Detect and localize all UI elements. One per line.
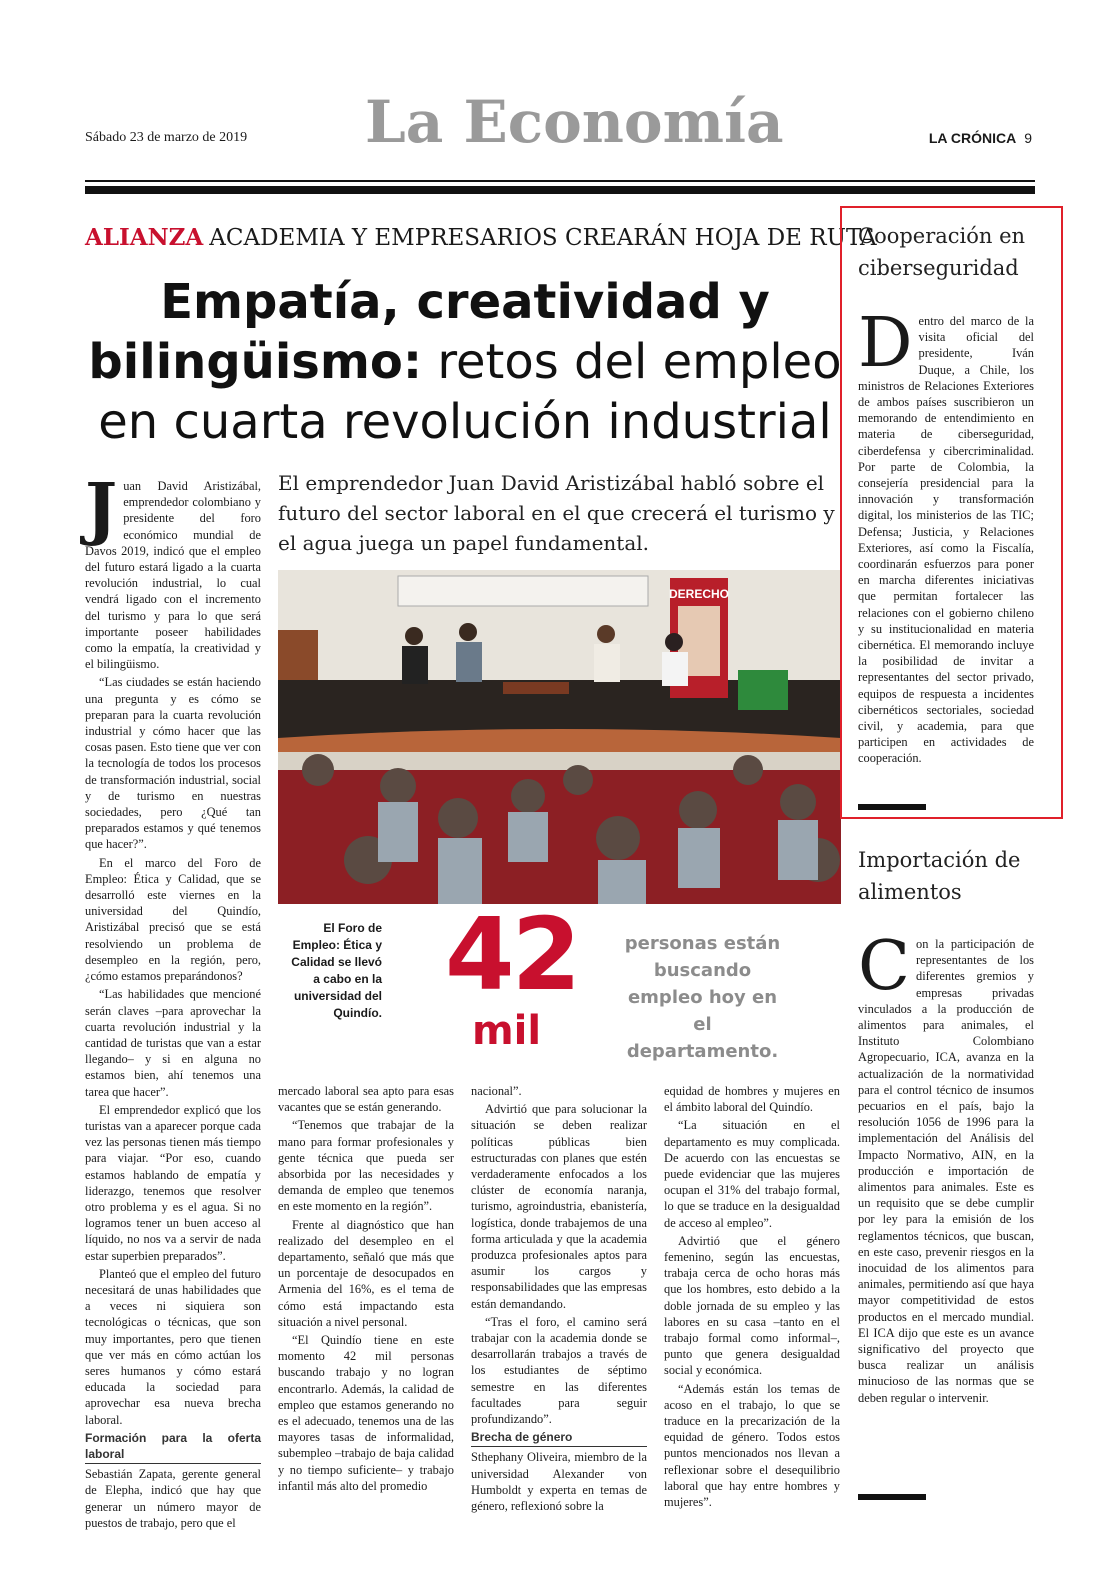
newspaper-label: LA CRÓNICA xyxy=(928,130,1017,146)
subhead-brecha: Brecha de género xyxy=(471,1429,647,1447)
article-column-2 xyxy=(278,1083,454,1496)
sidebar-import-title: Importación de alimentos xyxy=(858,848,1021,904)
col4-paragraph: Advirtió que el género femenino, según las encuestas, trabaja cerca de ocho horas más que los hombres, esto debido a la doble jornada de su empleo y las labores en su casa –tanto en el trabajo formal como informal–, punto que genera desigualdad social y económica. xyxy=(664,1233,840,1378)
stat-description: personas están buscando empleo hoy en el departamento. xyxy=(624,933,781,1062)
section-title: La Economía xyxy=(365,88,784,156)
sidebar-cooperation-dropcap: D xyxy=(858,304,913,383)
col4-paragraph: “Además están los temas de acoso en el trabajo, lo que se traduce en la precarización de la equidad de género. Todos estos puntos mencionados nos llevan a reflexionar sobre el desequilibrio laboral que hay entre hombres y mujeres”. xyxy=(664,1381,840,1510)
sidebar-cooperation-title: Cooperación en ciberseguridad xyxy=(858,224,1026,280)
forum-photo xyxy=(278,570,841,904)
photo-caption: El Foro de Empleo: Ética y Calidad se llevó a cabo en la universidad del Quindío. xyxy=(291,921,382,1020)
article-deck: El emprendedor Juan David Aristizábal habló sobre el futuro del sector laboral en el que crecerá el turismo y el agua juega un papel fundamental. xyxy=(278,471,835,555)
kicker-text: ACADEMIA Y EMPRESARIOS CREARÁN HOJA DE RUTA xyxy=(209,225,877,251)
col4-paragraph: “La situación en el departamento es muy complicada. De acuerdo con las encuestas se puede evidenciar que las mujeres ocupan el 31% del trabajo formal, lo que se traduce en la desigualdad de acceso al empleo”. xyxy=(664,1118,840,1230)
sidebar-import-body: on la participación de representantes de los diferentes gremios y empresas privadas vinculados a la producción de alimentos para animales, el Instituto Colombiano Agropecuario, ICA, avanza en la actualización de la normatividad para el control técnico de insumos pecuarios en el país, bajo la resolución 1056 de 1996 para la implementación del Análisis del Impacto Normativo, AIN, en la producción e importación de alimentos para animales. Este es un requisito que se debe cumplir por ley para la emisión de los reglamentos técnicos, que buscan, en este caso, prevenir riesgos en la inocuidad de los alimentos para animales, permitiendo así que haya mayor competitividad de estos productos en el mercado mundial. El ICA dijo que este es un avance significativo del proyecto que busca realizar un análisis minucioso de las normas que se deben regular o intervenir. xyxy=(858,937,1034,1405)
sidebar-cooperation-body: entro del marco de la visita oficial del presidente, Iván Duque, a Chile, los ministros de Relaciones Exteriores de ambos países suscribieron un memorando de entendimiento en materia de ciberseguridad, ciberdefensa y cibercriminalidad. Por parte de Colombia, la consejería presidencial para la innovación y transformación digital, los ministerios de las TIC; Defensa; Justicia, y Relaciones Exteriores, así como la Fiscalía, coordinarán esfuerzos para poner en marcha diferentes iniciativas que permitan fortalecer las relaciones con el gobierno chileno y su institucionalidad en materia cibernética. El memorando incluye la posibilidad de invitar a representantes del sector privado, equipos de respuesta a incidentes cibernéticos sectoriales, sociedad civil, y academia, para que participen en actividades de cooperación. xyxy=(858,314,1034,766)
article-dropcap: J xyxy=(85,469,118,549)
header-rule xyxy=(85,180,1035,182)
sidebar-import-text xyxy=(858,927,1034,1408)
col1-paragraph: El emprendedor explicó que los turistas van a aparecer porque cada vez las personas tienen más tiempo para viajar. “Por eso, cuando estamos hablando de empatía y liderazgo, tenemos que resolver otro problema y es el agua. Si no logramos tener un buen acceso al líquido, no nos va a servir de nada estar superbien preparados”. xyxy=(85,1102,261,1263)
col3-paragraph: “Tras el foro, el camino será trabajar con la academia donde se desarrollarán trabajos a través de los estudiantes de séptimo semestre en las diferentes facultades para seguir profundizando”. xyxy=(471,1314,647,1427)
col1-paragraph: “Las ciudades se están haciendo una pregunta y es cómo se preparan para la cuarta revolución industrial y cómo hacer que las cosas pasen. Esto tiene que ver con la tecnología de todos los procesos de transformación industrial, social y de turismo en nuestras sociedades, pero ¿Qué tan preparados estamos y qué tenemos que hacer?”. xyxy=(85,675,261,852)
article-headline xyxy=(85,272,845,452)
col1-paragraph: “Las habilidades que mencioné serán claves –para aprovechar la cuarta revolución industrial y la cantidad de turistas que van a estar llegando– y si en alguna no estamos bien, ahí tenemos una tarea que hacer”. xyxy=(85,987,261,1099)
sidebar-end-bar xyxy=(858,1494,926,1500)
newspaper-name xyxy=(929,130,1032,146)
headline-bold: Empatía, creatividad y bilingüismo: xyxy=(88,274,770,390)
kicker-label: ALIANZA xyxy=(85,224,204,251)
article-kicker xyxy=(85,224,877,251)
stat-number: 42 xyxy=(445,896,579,1013)
col3-paragraph: nacional”. xyxy=(471,1084,522,1098)
article-column-4 xyxy=(664,1083,840,1512)
article-column-1 xyxy=(85,469,261,1533)
header-rule-thick xyxy=(85,186,1035,194)
col2-paragraph: mercado laboral sea apto para esas vacantes que se están generando. xyxy=(278,1084,454,1115)
col2-paragraph: “El Quindío tiene en este momento 42 mil personas buscando trabajo y no logran encontrarlo. Además, la calidad de empleo que estamos generando no es el adecuado, tenemos una de las mayores tasas de informalidad, subempleo –trabajo de baja calidad y no tiempo suficiente– y trabajo infantil más alto del promedio xyxy=(278,1333,454,1493)
sidebar-import-dropcap: C xyxy=(858,927,911,1006)
col1-paragraph: En el marco del Foro de Empleo: Ética y Calidad, que se desarrolló este viernes en la universidad del Quindío, Aristizábal precisó que se está resolviendo un problema de desempleo en la región, pero, ¿cómo estamos preparándonos? xyxy=(85,855,261,984)
col2-paragraph: Frente al diagnóstico que han realizado del desempleo en el departamento, señaló que más que un porcentaje de desocupados en Armenia del 16%, es el tema de cómo está impactando esta situación a nivel personal. xyxy=(278,1217,454,1329)
sidebar-divider xyxy=(858,804,926,810)
col3-paragraph: Advirtió que para solucionar la situación se deben realizar políticas públicas bien estructuradas con planes que estén verdaderamente enfocados a los clúster de economía naranja, turismo, agroindustria, ebanistería, logística, donde trabajemos de una forma articulada y que la academia produzca profesionales aptos para asumir los cargos y responsabilidades que las empresas están demandando. xyxy=(471,1102,647,1311)
headline-rest: retos del empleo en cuarta revolución industrial xyxy=(98,334,842,450)
subhead-formacion: Formación para la oferta laboral xyxy=(85,1430,261,1464)
sidebar-cooperation-text xyxy=(858,304,1034,769)
col1-paragraph: Sebastián Zapata, gerente general de Elepha, indicó que hay que generar un número mayor de puestos de trabajo, pero que el xyxy=(85,1467,261,1530)
stat-unit: mil xyxy=(472,1008,542,1054)
col4-paragraph: equidad de hombres y mujeres en el ámbito laboral del Quindío. xyxy=(664,1084,840,1115)
col2-paragraph: “Tenemos que trabajar de la mano para formar profesionales y gente técnica que pueda ser absorbida por las necesidades y demanda de empleo que tenemos en este momento en la región”. xyxy=(278,1118,454,1214)
col1-paragraph: Planteó que el empleo del futuro necesitará de unas habilidades que a veces ni siquiera son tecnológicas o técnicas, que son muy importantes, pero que tienen que ver más en cómo actúan los seres humanos y cómo estará educada la sociedad para aprovechar esa nueva brecha laboral. xyxy=(85,1266,261,1427)
article-column-3 xyxy=(471,1083,647,1516)
banner-text: DERECHO xyxy=(668,587,730,601)
page-number: 9 xyxy=(1024,130,1032,146)
issue-date: Sábado 23 de marzo de 2019 xyxy=(85,130,248,145)
col1-paragraph: uan David Aristizábal, emprendedor colombiano y presidente del foro económico mundial de Davos 2019, indicó que el empleo del futuro estará ligado a la cuarta revolución industrial, lo cual vendrá ligado con el incremento del turismo y para lo que será importante poseer habilidades como la empatía, la creatividad y el bilingüismo. xyxy=(85,479,261,672)
forum-photo-illustration xyxy=(278,570,841,904)
col3-paragraph: Sthephany Oliveira, miembro de la universidad Alexander von Humboldt y experta en temas de género, reflexionó sobre la xyxy=(471,1450,647,1514)
